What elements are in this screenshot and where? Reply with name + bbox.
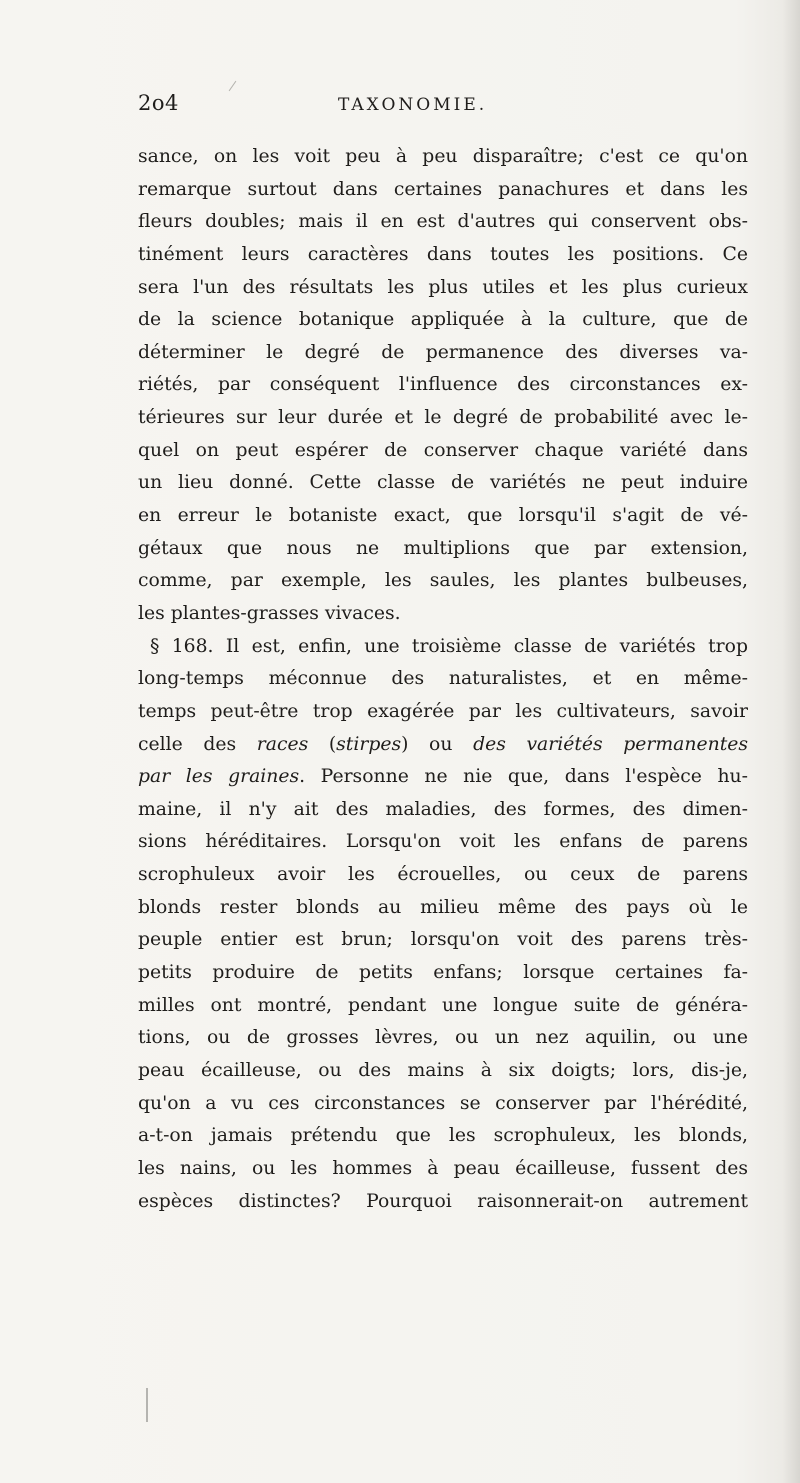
text-line: peuple entier est brun; lorsqu'on voit des parens très-: [138, 929, 748, 951]
italic-term-varietes-permanentes: des variétés permanentes: [473, 733, 748, 755]
text-line: long-temps méconnue des naturalistes, et en même-: [138, 668, 748, 690]
running-title: TAXONOMIE.: [338, 95, 488, 115]
text-line: temps peut-être trop exagérée par les cultivateurs, savoir: [138, 700, 748, 722]
page-number: 2o4: [138, 91, 179, 115]
text-line: fleurs doubles; mais il en est d'autres qui conservent obs-: [138, 211, 748, 233]
text-line-mixed: [138, 761, 748, 794]
text-line: milles ont montré, pendant une longue suite de généra-: [138, 994, 748, 1016]
text-line: tions, ou de grosses lèvres, ou un nez aquilin, ou une: [138, 1027, 748, 1049]
text-line: quel on peut espérer de conserver chaque variété dans: [138, 439, 748, 461]
text-line: maine, il n'y ait des maladies, des formes, des dimen-: [138, 798, 748, 820]
body-text: [138, 141, 748, 1218]
text-line: remarque surtout dans certaines panachures et dans les: [138, 178, 748, 200]
text-line: tinément leurs caractères dans toutes les positions. Ce: [138, 243, 748, 265]
text-line: en erreur le botaniste exact, que lorsqu'il s'agit de vé-: [138, 505, 748, 527]
text-line: térieures sur leur durée et le degré de probabilité avec le-: [138, 407, 748, 429]
section-168-first-line: § 168. Il est, enfin, une troisième classe de variétés trop: [150, 635, 748, 657]
text-line: espèces distinctes? Pourquoi raisonnerait-on autrement: [138, 1190, 748, 1212]
text-line-paragraph-end: les plantes-grasses vivaces.: [138, 602, 401, 624]
text-fragment: ) ou: [401, 733, 474, 755]
italic-term-par-les-graines: par les graines: [138, 766, 300, 788]
text-line: les nains, ou les hommes à peau écailleuse, fussent des: [138, 1157, 748, 1179]
italic-term-stirpes: stirpes: [336, 733, 402, 755]
text-fragment: (: [308, 733, 337, 755]
margin-mark: [146, 1388, 148, 1422]
text-line: de la science botanique appliquée à la culture, que de: [138, 309, 748, 331]
text-line: sions héréditaires. Lorsqu'on voit les enfans de parens: [138, 831, 748, 853]
text-line: scrophuleux avoir les écrouelles, ou ceux de parens: [138, 864, 748, 886]
text-line: riétés, par conséquent l'influence des circonstances ex-: [138, 374, 748, 396]
text-fragment: celle des: [138, 733, 257, 755]
text-line-mixed: [138, 729, 748, 762]
text-line: sance, on les voit peu à peu disparaître; c'est ce qu'on: [138, 146, 748, 167]
text-line: déterminer le degré de permanence des diverses va-: [138, 341, 748, 363]
text-line: qu'on a vu ces circonstances se conserver par l'hérédité,: [138, 1092, 748, 1114]
text-line: blonds rester blonds au milieu même des pays où le: [138, 896, 748, 918]
text-line: sera l'un des résultats les plus utiles et les plus curieux: [138, 276, 748, 298]
text-line: gétaux que nous ne multiplions que par extension,: [138, 537, 748, 559]
page-edge-shadow: [782, 0, 800, 1483]
page-header: [138, 91, 743, 125]
stray-pencil-mark: [229, 81, 237, 91]
text-line: un lieu donné. Cette classe de variétés ne peut induire: [138, 472, 748, 494]
text-line: a-t-on jamais prétendu que les scrophuleux, les blonds,: [138, 1125, 748, 1147]
italic-term-races: races: [256, 733, 309, 755]
text-line: peau écailleuse, ou des mains à six doigts; lors, dis-je,: [138, 1059, 748, 1081]
text-line: petits produire de petits enfans; lorsque certaines fa-: [138, 962, 748, 984]
text-fragment: . Personne ne nie que, dans l'espèce hu-: [299, 766, 748, 788]
text-line: comme, par exemple, les saules, les plantes bulbeuses,: [138, 570, 748, 592]
